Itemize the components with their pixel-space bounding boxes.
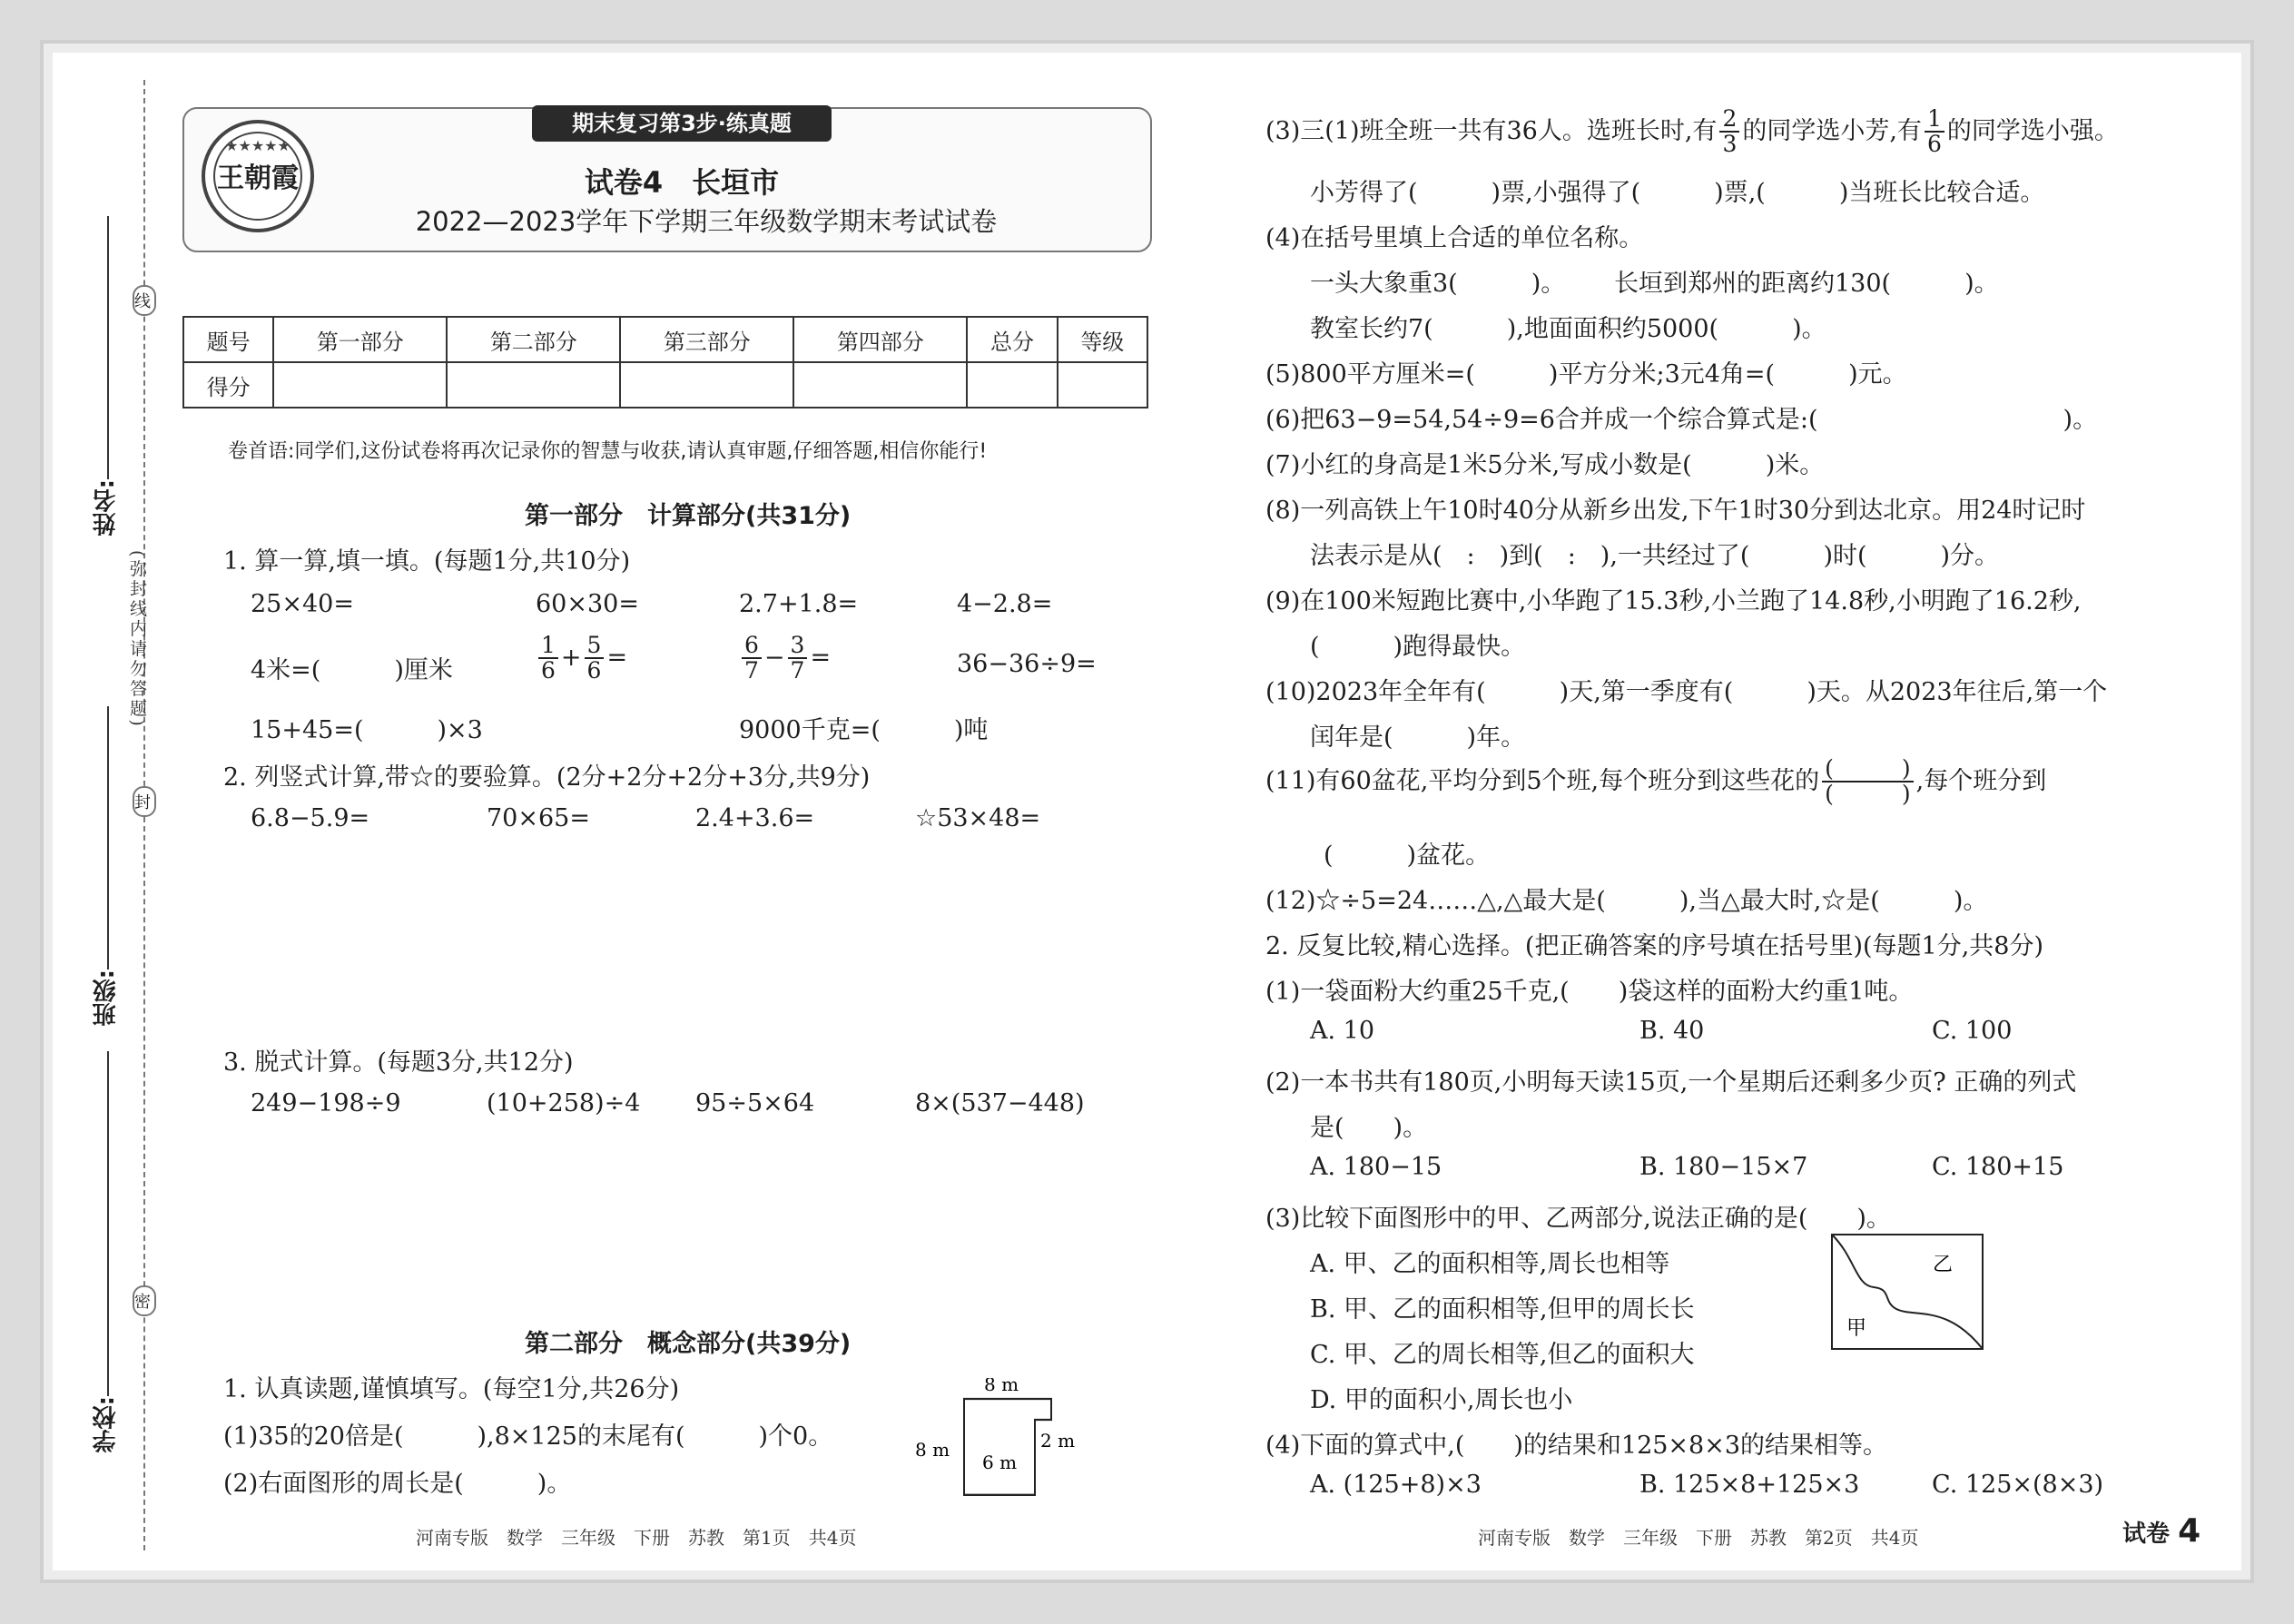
stepwise-calc-item: 95÷5×64 [695, 1089, 815, 1117]
part2-q2-title: 2. 反复比较,精心选择。(把正确答案的序号填在括号里)(每题1分,共8分) [1265, 932, 2043, 960]
score-table [182, 316, 1148, 408]
calc-item: 36−36÷9= [957, 650, 1097, 678]
score-header-cell: 总分 [967, 317, 1057, 362]
preface-text: 卷首语:同学们,这份试卷将再次记录你的智慧与收获,请认真审题,仔细答题,相信你能行! [228, 440, 988, 463]
choice-option: B. 125×8+125×3 [1639, 1471, 1860, 1499]
footer-right: 河南专版 数学 三年级 下册 苏教 第2页 共4页 [1478, 1527, 1919, 1549]
binding-mark-close: 密 [133, 1285, 156, 1316]
figure-label-yi: 乙 [1933, 1254, 1954, 1276]
choice-option: A. 180−15 [1310, 1153, 1442, 1181]
fill-item-1: (1)35的20倍是( ),8×125的末尾有( )个0。 [223, 1422, 833, 1451]
review-banner: 期末复习第3步·练真题 [532, 105, 832, 142]
class-blank-line [107, 706, 109, 969]
score-table-score-row [183, 362, 1147, 408]
paper-tag-number: 4 [2178, 1512, 2201, 1550]
binding-mark-line: 线 [133, 285, 156, 316]
part2-title: 第二部分 概念部分(共39分) [525, 1330, 852, 1358]
fraction-diff-item: $\frac{6}{7}$ − $\frac{3}{7}$ = [739, 634, 831, 684]
fill-item-9-cont: ( )跑得最快。 [1310, 633, 1526, 661]
choice-item-2: (2)一本书共有180页,小明每天读15页,一个星期后还剩多少页? 正确的列式 [1265, 1068, 2077, 1097]
stepwise-calc-item: (10+258)÷4 [487, 1089, 641, 1117]
choice-item-4: (4)下面的算式中,( )的结果和125×8×3的结果相等。 [1265, 1432, 1888, 1460]
part1-q1-title: 1. 算一算,填一填。(每题1分,共10分) [223, 547, 631, 576]
figure-label-middle: 6 m [982, 1452, 1018, 1473]
binding-note: (弥封线内请勿答题) [127, 550, 147, 729]
choice-option: B. 40 [1639, 1017, 1705, 1045]
score-header-cell: 第一部分 [273, 317, 447, 362]
fill-item-2: (2)右面图形的周长是( )。 [223, 1470, 572, 1498]
binding-mark-seal: 封 [133, 786, 156, 817]
fill-item-7: (7)小红的身高是1米5分米,写成小数是( )米。 [1265, 451, 1825, 479]
choice-option: A. 10 [1310, 1017, 1375, 1045]
fill-item-6: (6)把63−9=54,54÷9=6合并成一个综合算式是:( )。 [1265, 406, 2098, 434]
score-cell[interactable] [793, 362, 967, 408]
fill-item-3: (3)三(1)班全班一共有36人。选班长时,有 $\frac{2}{3}$ 的同学选小芳,有 $\frac{1}{6}$ 的同学选小强。 [1265, 105, 2119, 158]
fill-item-8: (8)一列高铁上午10时40分从新乡出发,下午1时30分到达北京。用24时记时 [1265, 497, 2086, 525]
fill-item-4b: 长垣到郑州的距离约130( )。 [1614, 270, 1999, 298]
score-header-cell: 第二部分 [447, 317, 620, 362]
fill-item-10: (10)2023年全年有( )天,第一季度有( )天。从2023年往后,第一个 [1265, 678, 2108, 706]
figure-label-jia: 甲 [1846, 1317, 1867, 1340]
exam-title: 试卷4 长垣市 [584, 165, 780, 200]
score-table-header-row [183, 317, 1147, 362]
score-header-cell: 等级 [1058, 317, 1147, 362]
choice-option: A. 甲、乙的面积相等,周长也相等 [1310, 1250, 1670, 1278]
perimeter-figure [906, 1378, 1133, 1560]
part1-title: 第一部分 计算部分(共31分) [525, 502, 852, 530]
fill-item-4: (4)在括号里填上合适的单位名称。 [1265, 224, 1644, 252]
vertical-calc-item: 2.4+3.6= [695, 804, 815, 832]
school-label: 学校: [93, 1396, 120, 1453]
fill-item-3-blanks: 小芳得了( )票,小强得了( )票,( )当班长比较合适。 [1310, 179, 2045, 207]
school-blank-line [107, 1051, 109, 1396]
fill-item-8-cont: 法表示是从( : )到( : ),一共经过了( )时( )分。 [1310, 542, 2000, 570]
calc-item: 4−2.8= [957, 590, 1053, 618]
fraction-sum-item: $\frac{1}{6}$ + $\frac{5}{6}$ = [536, 634, 627, 684]
comparison-figure [1828, 1231, 1987, 1353]
paper-tag [2122, 1512, 2200, 1550]
class-label: 班级: [93, 969, 120, 1027]
fill-item-10-cont: 闰年是( )年。 [1310, 723, 1526, 752]
fill-item-11-cont: ( )盆花。 [1324, 842, 1491, 870]
choice-option: C. 180+15 [1932, 1153, 2064, 1181]
exam-subtitle: 2022—2023学年下学期三年级数学期末考试试卷 [415, 206, 998, 237]
part1-q2-title: 2. 列竖式计算,带☆的要验算。(2分+2分+2分+3分,共9分) [223, 763, 871, 792]
vertical-calc-item: 70×65= [487, 804, 590, 832]
fill-item-4a: 一头大象重3( )。 [1310, 270, 1566, 298]
score-header-cell: 第三部分 [620, 317, 793, 362]
calc-item: 2.7+1.8= [739, 590, 859, 618]
score-cell[interactable] [447, 362, 620, 408]
svg-text:★★★★★: ★★★★★ [225, 137, 290, 154]
score-cell[interactable] [1058, 362, 1147, 408]
calc-item: 15+45=( )×3 [251, 716, 483, 744]
stepwise-calc-item: 249−198÷9 [251, 1089, 401, 1117]
figure-label-left: 8 m [915, 1439, 950, 1461]
perimeter-shape-outline [964, 1399, 1051, 1495]
exam-sheet [53, 53, 2241, 1570]
part1-q3-title: 3. 脱式计算。(每题3分,共12分) [223, 1048, 574, 1077]
score-row-label: 得分 [183, 362, 273, 408]
choice-option: C. 125×(8×3) [1932, 1471, 2104, 1499]
score-cell[interactable] [620, 362, 793, 408]
publisher-logo [198, 116, 318, 236]
calc-item: 9000千克=( )吨 [739, 716, 989, 744]
footer-left: 河南专版 数学 三年级 下册 苏教 第1页 共4页 [416, 1527, 857, 1549]
choice-option: C. 甲、乙的周长相等,但乙的面积大 [1310, 1341, 1695, 1369]
choice-option: C. 100 [1932, 1017, 2013, 1045]
vertical-calc-item: ☆53×48= [915, 804, 1041, 832]
choice-option: B. 180−15×7 [1639, 1153, 1808, 1181]
figure-label-top: 8 m [984, 1378, 1019, 1395]
score-cell[interactable] [967, 362, 1057, 408]
vertical-calc-item: 6.8−5.9= [251, 804, 370, 832]
calc-item: 25×40= [251, 590, 354, 618]
svg-text:王朝霞: 王朝霞 [217, 162, 299, 194]
part2-q1-title: 1. 认真读题,谨慎填写。(每空1分,共26分) [223, 1375, 680, 1403]
choice-item-1: (1)一袋面粉大约重25千克,( )袋这样的面粉大约重1吨。 [1265, 978, 1914, 1006]
choice-option: B. 甲、乙的面积相等,但甲的周长长 [1310, 1295, 1695, 1324]
calc-item: 60×30= [536, 590, 639, 618]
score-header-cell: 题号 [183, 317, 273, 362]
name-label: 姓名: [93, 479, 120, 536]
choice-option: A. (125+8)×3 [1310, 1471, 1482, 1499]
stepwise-calc-item: 8×(537−448) [915, 1089, 1085, 1117]
fill-item-11: (11)有60盆花,平均分到5个班,每个班分到这些花的 $\frac{( )}{( )}$ ,每个班分到 [1265, 755, 2047, 808]
choice-item-2-cont: 是( )。 [1310, 1114, 1428, 1142]
fill-item-12: (12)☆÷5=24……△,△最大是( ),当△最大时,☆是( )。 [1265, 887, 1988, 915]
score-header-cell: 第四部分 [793, 317, 967, 362]
calc-item: 4米=( )厘米 [251, 656, 453, 684]
choice-item-3: (3)比较下面图形中的甲、乙两部分,说法正确的是( )。 [1265, 1205, 1891, 1233]
paper-tag-label: 试卷 [2122, 1521, 2171, 1548]
fill-item-4c: 教室长约7( ),地面面积约5000( )。 [1310, 315, 1826, 343]
fill-item-9: (9)在100米短跑比赛中,小华跑了15.3秒,小兰跑了14.8秒,小明跑了16.2秒, [1265, 587, 2082, 615]
fill-item-5: (5)800平方厘米=( )平方分米;3元4角=( )元。 [1265, 360, 1907, 389]
figure-label-right: 2 m [1040, 1430, 1076, 1452]
choice-option: D. 甲的面积小,周长也小 [1310, 1386, 1573, 1414]
score-cell[interactable] [273, 362, 447, 408]
name-blank-line [107, 216, 109, 479]
